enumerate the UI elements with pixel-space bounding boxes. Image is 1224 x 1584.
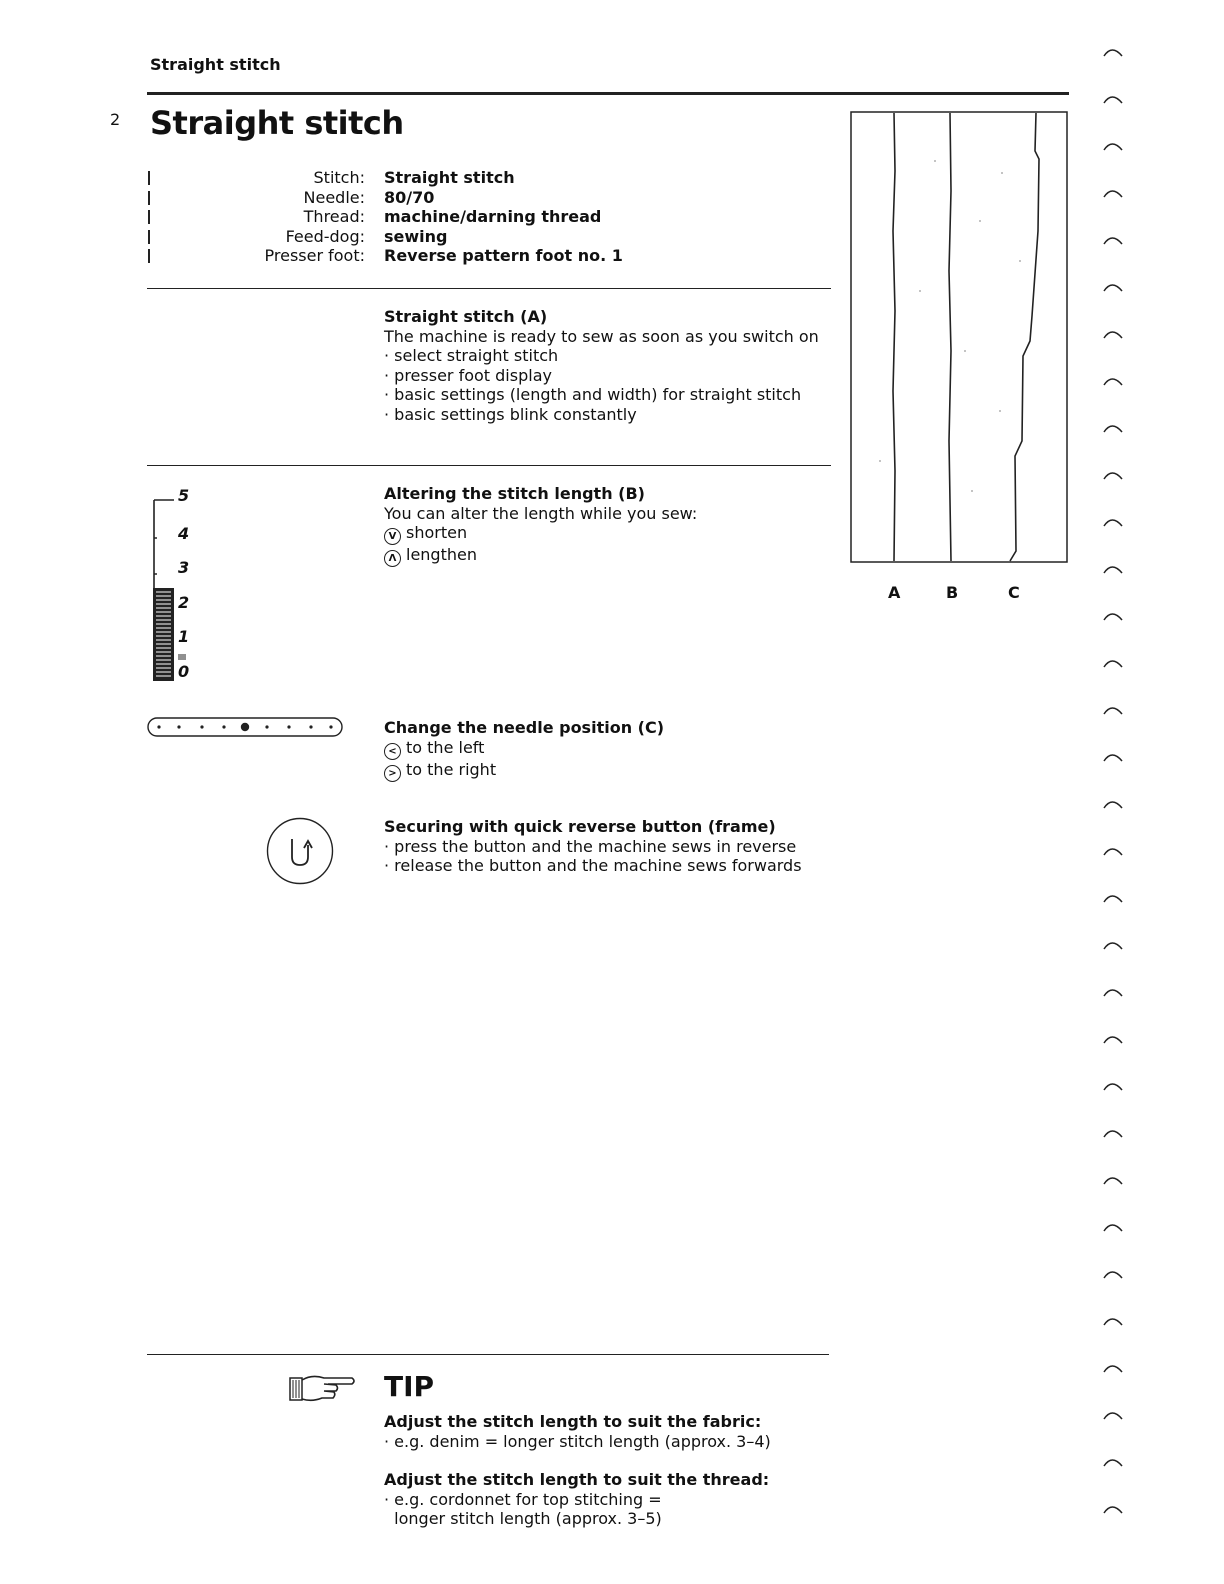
list-item: · presser foot display bbox=[384, 365, 552, 385]
settings-label: Feed-dog: bbox=[285, 226, 365, 246]
settings-value: Straight stitch bbox=[384, 168, 515, 187]
stitch-sample-illustration bbox=[850, 111, 1068, 563]
length-scale-graphic bbox=[148, 484, 208, 684]
scale-label: 1 bbox=[178, 627, 190, 646]
lengthen-label: lengthen bbox=[406, 545, 477, 565]
scale-label: 2 bbox=[178, 593, 190, 612]
change-bar bbox=[148, 210, 150, 224]
settings-label: Thread: bbox=[303, 207, 365, 227]
binding-edge-marks bbox=[1098, 40, 1128, 1540]
list-item: · e.g. cordonnet for top stitching = bbox=[384, 1489, 662, 1509]
stitch-length-section bbox=[384, 484, 824, 567]
settings-row bbox=[147, 168, 827, 188]
pointing-hand-icon bbox=[288, 1372, 358, 1406]
running-head: Straight stitch bbox=[150, 55, 281, 74]
settings-value: machine/darning thread bbox=[384, 207, 602, 227]
list-item: · select straight stitch bbox=[384, 346, 559, 366]
left-label: to the left bbox=[406, 737, 485, 757]
settings-row bbox=[147, 246, 827, 266]
scale-label: 5 bbox=[178, 486, 190, 505]
change-bar bbox=[148, 191, 150, 205]
scale-label: 4 bbox=[178, 524, 190, 543]
stitch-label: C bbox=[1008, 583, 1020, 602]
header-rule bbox=[147, 92, 1069, 95]
section-heading: Altering the stitch length (B) bbox=[384, 484, 645, 503]
section-divider bbox=[147, 1354, 829, 1355]
tip-title: Adjust the stitch length to suit the fabric: bbox=[384, 1412, 762, 1431]
lengthen-button-icon: Λ bbox=[384, 550, 401, 567]
settings-value: sewing bbox=[384, 226, 448, 246]
list-item: longer stitch length (approx. 3–5) bbox=[384, 1509, 662, 1529]
tip-heading: TIP bbox=[384, 1370, 435, 1403]
right-label: to the right bbox=[406, 759, 497, 779]
stitch-length-scale bbox=[148, 484, 208, 684]
list-item: · basic settings (length and width) for straight stitch bbox=[384, 385, 802, 405]
section-heading: Straight stitch (A) bbox=[384, 307, 548, 326]
list-item: · release the button and the machine sews forwards bbox=[384, 856, 802, 876]
list-item bbox=[384, 545, 824, 567]
needle-position-section bbox=[384, 718, 824, 782]
settings-table bbox=[147, 168, 827, 266]
settings-label: Needle: bbox=[303, 187, 365, 207]
scale-label: 0 bbox=[178, 662, 190, 681]
section-heading: Securing with quick reverse button (frame) bbox=[384, 817, 776, 836]
settings-row bbox=[147, 227, 827, 247]
settings-row bbox=[147, 207, 827, 227]
settings-label: Presser foot: bbox=[264, 246, 365, 266]
reverse-section bbox=[384, 817, 824, 876]
straight-stitch-section bbox=[384, 307, 824, 425]
section-intro: The machine is ready to sew as soon as you switch on bbox=[384, 326, 819, 346]
tip-block bbox=[384, 1470, 824, 1529]
left-arrow-button-icon: < bbox=[384, 743, 401, 760]
change-bar bbox=[148, 171, 150, 185]
change-bar bbox=[148, 249, 150, 263]
scale-label: 3 bbox=[178, 558, 190, 577]
list-item: · press the button and the machine sews in reverse bbox=[384, 836, 797, 856]
shorten-label: shorten bbox=[406, 523, 468, 543]
tip-title: Adjust the stitch length to suit the thread: bbox=[384, 1470, 770, 1489]
list-item bbox=[384, 760, 824, 782]
change-bar bbox=[148, 230, 150, 244]
needle-position-indicator bbox=[147, 717, 343, 737]
chapter-number: 2 bbox=[110, 110, 121, 129]
page-title: Straight stitch bbox=[150, 104, 404, 142]
tip-block bbox=[384, 1412, 824, 1451]
section-divider bbox=[147, 465, 831, 466]
list-item bbox=[384, 738, 824, 760]
stitch-label: A bbox=[888, 583, 901, 602]
settings-row bbox=[147, 188, 827, 208]
list-item bbox=[384, 523, 824, 545]
section-heading: Change the needle position (C) bbox=[384, 718, 665, 737]
settings-value: 80/70 bbox=[384, 187, 435, 207]
list-item: · basic settings blink constantly bbox=[384, 404, 637, 424]
right-arrow-button-icon: > bbox=[384, 765, 401, 782]
settings-label: Stitch: bbox=[313, 168, 365, 187]
section-intro: You can alter the length while you sew: bbox=[384, 503, 698, 523]
section-divider bbox=[147, 288, 831, 289]
settings-value: Reverse pattern foot no. 1 bbox=[384, 246, 623, 266]
stitch-label: B bbox=[946, 583, 959, 602]
list-item: · e.g. denim = longer stitch length (approx. 3–4) bbox=[384, 1431, 771, 1451]
reverse-button-icon bbox=[266, 817, 334, 885]
shorten-button-icon: V bbox=[384, 528, 401, 545]
